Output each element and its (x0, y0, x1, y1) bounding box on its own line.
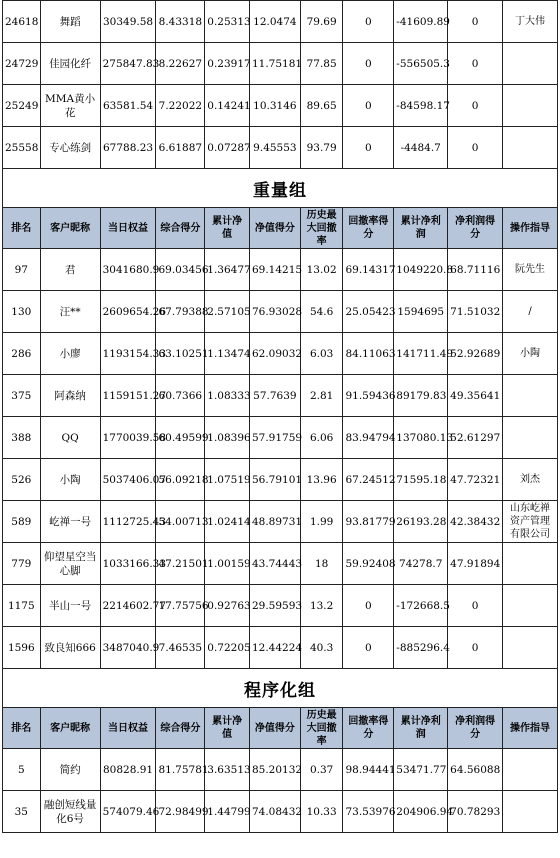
header-equity: 当日权益 (100, 708, 156, 749)
header-profit-score: 净利润得分 (448, 708, 503, 749)
cell-score: 67.79388 (156, 291, 205, 333)
cell-net-profit: 141711.49 (394, 333, 448, 375)
cell-nav-score: 56.79101 (249, 459, 300, 501)
cell-net-profit: 1594695 (394, 291, 448, 333)
cell-profit-score: 70.78293 (448, 791, 503, 833)
cell-net-profit: 137080.13 (394, 417, 448, 459)
header-score: 综合得分 (156, 708, 205, 749)
cell-equity: 1193154.33 (100, 333, 156, 375)
cell-max-dd: 6.03 (300, 333, 343, 375)
ranking-sheet (2, 0, 558, 833)
cell-dd-score: 0 (343, 43, 394, 85)
cell-net-profit: 1049220.8 (394, 249, 448, 291)
header-cum-nav: 累计净值 (205, 708, 250, 749)
header-guide: 操作指导 (503, 208, 558, 249)
cell-nav-score: 43.74443 (249, 543, 300, 585)
cell-nickname: 屹禅一号 (40, 501, 100, 543)
cell-guide: 小陶 (503, 333, 558, 375)
table-row (3, 249, 558, 291)
cell-nickname: 简约 (40, 749, 100, 791)
cell-dd-score: 25.05423 (343, 291, 394, 333)
program-group-title: 程序化组 (3, 669, 558, 708)
cell-nickname: MMA黄小花 (40, 85, 100, 127)
cell-equity: 1112725.43 (100, 501, 156, 543)
cell-max-dd: 1.99 (300, 501, 343, 543)
cell-guide: 阮先生 (503, 249, 558, 291)
cell-equity: 80828.91 (100, 749, 156, 791)
cell-nav-score: 12.44224 (249, 627, 300, 669)
cell-score: 60.49599 (156, 417, 205, 459)
cell-equity: 574079.46 (100, 791, 156, 833)
cell-equity: 1033166.33 (100, 543, 156, 585)
cell-guide (503, 749, 558, 791)
cell-nickname: 小陶 (40, 459, 100, 501)
cell-max-dd: 89.65 (300, 85, 343, 127)
cell-dd-score: 91.59436 (343, 375, 394, 417)
cell-score: 63.10251 (156, 333, 205, 375)
cell-cum-nav: 0.92763 (205, 585, 250, 627)
cell-score: 8.43318 (156, 1, 205, 43)
header-net-profit: 累计净利润 (394, 208, 448, 249)
cell-net-profit: 71595.18 (394, 459, 448, 501)
table-row (3, 459, 558, 501)
cell-rank: 97 (3, 249, 41, 291)
cell-equity: 275847.83 (100, 43, 156, 85)
cell-rank: 24618 (3, 1, 41, 43)
cell-guide (503, 127, 558, 169)
cell-guide: / (503, 291, 558, 333)
cell-rank: 375 (3, 375, 41, 417)
table-row (3, 85, 558, 127)
cell-cum-nav: 2.57105 (205, 291, 250, 333)
header-equity: 当日权益 (100, 208, 156, 249)
cell-profit-score: 0 (448, 43, 503, 85)
cell-cum-nav: 3.63513 (205, 749, 250, 791)
cell-dd-score: 0 (343, 585, 394, 627)
cell-rank: 286 (3, 333, 41, 375)
cell-nickname: 君 (40, 249, 100, 291)
cell-cum-nav: 0.72205 (205, 627, 250, 669)
cell-net-profit: -84598.17 (394, 85, 448, 127)
cell-profit-score: 47.72321 (448, 459, 503, 501)
cell-score: 17.75756 (156, 585, 205, 627)
cell-cum-nav: 1.08333 (205, 375, 250, 417)
cell-nav-score: 29.59593 (249, 585, 300, 627)
ranking-table-body (3, 1, 558, 833)
cell-guide (503, 417, 558, 459)
cell-guide (503, 585, 558, 627)
table-row (3, 291, 558, 333)
cell-cum-nav: 0.25313 (205, 1, 250, 43)
cell-net-profit: 89179.83 (394, 375, 448, 417)
cell-cum-nav: 1.36477 (205, 249, 250, 291)
cell-equity: 5037406.07 (100, 459, 156, 501)
cell-rank: 526 (3, 459, 41, 501)
cell-nickname: 佳园化纤 (40, 43, 100, 85)
cell-nickname: QQ (40, 417, 100, 459)
cell-score: 72.98499 (156, 791, 205, 833)
cell-profit-score: 47.91894 (448, 543, 503, 585)
cell-rank: 130 (3, 291, 41, 333)
cell-score: 56.09218 (156, 459, 205, 501)
cell-profit-score: 49.35641 (448, 375, 503, 417)
cell-guide: 刘杰 (503, 459, 558, 501)
cell-nickname: 舞蹈 (40, 1, 100, 43)
cell-score: 69.03456 (156, 249, 205, 291)
cell-nickname: 专心练剑 (40, 127, 100, 169)
cell-nav-score: 85.20132 (249, 749, 300, 791)
cell-score: 60.7366 (156, 375, 205, 417)
cell-net-profit: 204906.94 (394, 791, 448, 833)
cell-rank: 1596 (3, 627, 41, 669)
cell-score: 81.75781 (156, 749, 205, 791)
cell-nav-score: 57.91759 (249, 417, 300, 459)
cell-nav-score: 76.93028 (249, 291, 300, 333)
table-row (3, 127, 558, 169)
header-net-profit: 累计净利润 (394, 708, 448, 749)
cell-profit-score: 64.56088 (448, 749, 503, 791)
cell-score: 47.21501 (156, 543, 205, 585)
cell-net-profit: -172668.5 (394, 585, 448, 627)
cell-max-dd: 54.6 (300, 291, 343, 333)
header-dd-score: 回撤率得分 (343, 208, 394, 249)
cell-cum-nav: 0.07287 (205, 127, 250, 169)
cell-nav-score: 74.08432 (249, 791, 300, 833)
cell-equity: 67788.23 (100, 127, 156, 169)
cell-guide (503, 43, 558, 85)
cell-dd-score: 93.81779 (343, 501, 394, 543)
cell-profit-score: 0 (448, 1, 503, 43)
cell-guide: 山东屹禅资产管理有限公司 (503, 501, 558, 543)
cell-max-dd: 2.81 (300, 375, 343, 417)
cell-max-dd: 18 (300, 543, 343, 585)
cell-max-dd: 77.85 (300, 43, 343, 85)
cell-nickname: 小廖 (40, 333, 100, 375)
cell-dd-score: 0 (343, 85, 394, 127)
cell-profit-score: 0 (448, 85, 503, 127)
header-max-dd: 历史最大回撤率 (300, 208, 343, 249)
cell-nickname: 融创短线量化6号 (40, 791, 100, 833)
heavy-group-title: 重量组 (3, 169, 558, 208)
table-row (3, 43, 558, 85)
table-row (3, 417, 558, 459)
cell-dd-score: 98.94441 (343, 749, 394, 791)
header-max-dd: 历史最大回撤率 (300, 708, 343, 749)
cell-net-profit: -41609.89 (394, 1, 448, 43)
cell-net-profit: 26193.28 (394, 501, 448, 543)
cell-rank: 589 (3, 501, 41, 543)
cell-equity: 2609654.26 (100, 291, 156, 333)
table-row (3, 375, 558, 417)
cell-score: 8.22627 (156, 43, 205, 85)
cell-rank: 35 (3, 791, 41, 833)
cell-cum-nav: 1.00159 (205, 543, 250, 585)
cell-nav-score: 11.75181 (249, 43, 300, 85)
cell-rank: 1175 (3, 585, 41, 627)
cell-guide (503, 791, 558, 833)
table-row (3, 543, 558, 585)
cell-nav-score: 10.3146 (249, 85, 300, 127)
header-cum-nav: 累计净值 (205, 208, 250, 249)
cell-profit-score: 52.92689 (448, 333, 503, 375)
cell-max-dd: 0.37 (300, 749, 343, 791)
cell-equity: 1159151.27 (100, 375, 156, 417)
cell-guide: 丁大伟 (503, 1, 558, 43)
table-row (3, 333, 558, 375)
table-row (3, 791, 558, 833)
cell-nav-score: 12.0474 (249, 1, 300, 43)
cell-nav-score: 48.89731 (249, 501, 300, 543)
table-row (3, 1, 558, 43)
cell-equity: 3041680.9 (100, 249, 156, 291)
cell-net-profit: -885296.4 (394, 627, 448, 669)
header-rank: 排名 (3, 208, 41, 249)
table-row (3, 749, 558, 791)
cell-dd-score: 73.53976 (343, 791, 394, 833)
cell-cum-nav: 1.07519 (205, 459, 250, 501)
cell-nickname: 致良知666 (40, 627, 100, 669)
cell-score: 54.00713 (156, 501, 205, 543)
cell-cum-nav: 1.44799 (205, 791, 250, 833)
cell-max-dd: 6.06 (300, 417, 343, 459)
cell-cum-nav: 1.02414 (205, 501, 250, 543)
cell-rank: 5 (3, 749, 41, 791)
cell-profit-score: 42.38432 (448, 501, 503, 543)
header-nav-score: 净值得分 (249, 208, 300, 249)
cell-nav-score: 69.14215 (249, 249, 300, 291)
cell-max-dd: 93.79 (300, 127, 343, 169)
heavy-group-header-row (3, 208, 558, 249)
header-rank: 排名 (3, 708, 41, 749)
cell-net-profit: -4484.7 (394, 127, 448, 169)
cell-cum-nav: 0.14241 (205, 85, 250, 127)
cell-nav-score: 9.45553 (249, 127, 300, 169)
cell-net-profit: 74278.7 (394, 543, 448, 585)
cell-nickname: 汪** (40, 291, 100, 333)
cell-max-dd: 13.02 (300, 249, 343, 291)
program-group-title-row (3, 669, 558, 708)
cell-net-profit: -556505.3 (394, 43, 448, 85)
cell-profit-score: 0 (448, 627, 503, 669)
cell-cum-nav: 1.13474 (205, 333, 250, 375)
cell-profit-score: 71.51032 (448, 291, 503, 333)
cell-score: 6.61887 (156, 127, 205, 169)
table-row (3, 627, 558, 669)
cell-rank: 25249 (3, 85, 41, 127)
cell-dd-score: 67.24512 (343, 459, 394, 501)
cell-nav-score: 57.7639 (249, 375, 300, 417)
cell-rank: 388 (3, 417, 41, 459)
cell-max-dd: 13.96 (300, 459, 343, 501)
cell-rank: 25558 (3, 127, 41, 169)
cell-equity: 1770039.58 (100, 417, 156, 459)
header-profit-score: 净利润得分 (448, 208, 503, 249)
cell-nickname: 阿森纳 (40, 375, 100, 417)
cell-equity: 3487040.9 (100, 627, 156, 669)
cell-nickname: 仰望星空当心脚 (40, 543, 100, 585)
cell-equity: 30349.58 (100, 1, 156, 43)
cell-max-dd: 13.2 (300, 585, 343, 627)
header-nickname: 客户昵称 (40, 708, 100, 749)
ranking-table (2, 0, 558, 833)
cell-nickname: 半山一号 (40, 585, 100, 627)
header-guide: 操作指导 (503, 708, 558, 749)
cell-rank: 779 (3, 543, 41, 585)
cell-guide (503, 627, 558, 669)
cell-max-dd: 10.33 (300, 791, 343, 833)
header-nav-score: 净值得分 (249, 708, 300, 749)
cell-equity: 63581.54 (100, 85, 156, 127)
cell-cum-nav: 1.08396 (205, 417, 250, 459)
cell-score: 7.46535 (156, 627, 205, 669)
cell-dd-score: 69.14317 (343, 249, 394, 291)
cell-rank: 24729 (3, 43, 41, 85)
header-nickname: 客户昵称 (40, 208, 100, 249)
cell-equity: 2214602.77 (100, 585, 156, 627)
cell-net-profit: 53471.77 (394, 749, 448, 791)
cell-profit-score: 0 (448, 585, 503, 627)
cell-dd-score: 0 (343, 1, 394, 43)
header-dd-score: 回撤率得分 (343, 708, 394, 749)
cell-profit-score: 52.61297 (448, 417, 503, 459)
cell-guide (503, 375, 558, 417)
cell-max-dd: 40.3 (300, 627, 343, 669)
header-score: 综合得分 (156, 208, 205, 249)
table-row (3, 585, 558, 627)
cell-dd-score: 84.11063 (343, 333, 394, 375)
table-row (3, 501, 558, 543)
cell-nav-score: 62.09032 (249, 333, 300, 375)
cell-dd-score: 0 (343, 127, 394, 169)
cell-guide (503, 85, 558, 127)
heavy-group-title-row (3, 169, 558, 208)
program-group-header-row (3, 708, 558, 749)
cell-dd-score: 83.94794 (343, 417, 394, 459)
cell-score: 7.22022 (156, 85, 205, 127)
cell-profit-score: 0 (448, 127, 503, 169)
cell-dd-score: 0 (343, 627, 394, 669)
cell-max-dd: 79.69 (300, 1, 343, 43)
cell-guide (503, 543, 558, 585)
cell-cum-nav: 0.23917 (205, 43, 250, 85)
cell-dd-score: 59.92408 (343, 543, 394, 585)
cell-profit-score: 68.71116 (448, 249, 503, 291)
